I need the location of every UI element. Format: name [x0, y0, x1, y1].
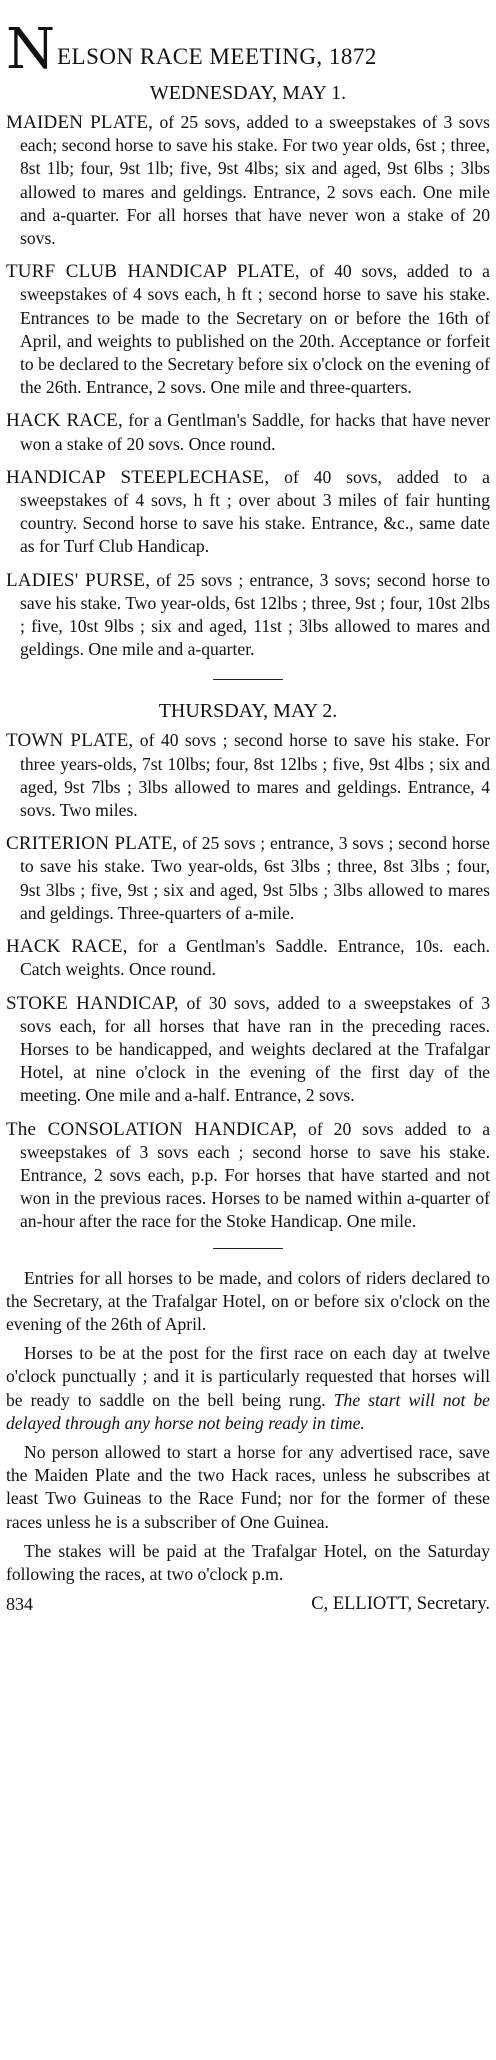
notice-text: No person allowed to start a horse for any advertised race, save the Maiden Plate and the two Hack races, unless he subscribes at least Two Guineas to the Race Fund; nor for the former of these races unless he is a subscriber of One Guinea.: [6, 1441, 490, 1532]
notice-paragraph: [6, 1540, 490, 1586]
notice-italic: The start will not be delayed through any horse not being ready in time.: [6, 1389, 490, 1433]
race-entry: [6, 569, 490, 662]
race-entry: [6, 111, 490, 250]
race-name: HACK RACE,: [6, 936, 128, 958]
race-entry: [6, 260, 490, 399]
divider-rule: [213, 1248, 283, 1249]
race-details: of 40 sovs ; second horse to save his stake. For three years-olds, 7st 10lbs; four, 8st 12lbs ; five, 9st 4lbs ; six and aged, 9st 7lbs ; 3lbs allowed to mares and geldings. Entrance, 4 sovs. Two miles.: [20, 730, 490, 821]
race-details: of 40 sovs, added to a sweepstakes of 4 sovs, h ft ; over about 3 miles of fair hunting country. Second horse to save his stake. Entrance, &c., same date as for Turf Club Handicap.: [20, 466, 490, 557]
race-entry: [6, 832, 490, 925]
race-name: MAIDEN PLATE,: [6, 112, 154, 133]
race-details: of 25 sovs, added to a sweepstakes of 3 sovs each; second horse to save his stake. For two year olds, 6st ; three, 8st 1lb; four, 9st 1lb; five, 9st 4lbs; six and aged, 9st 6lbs ; 3lbs allowed to mares and geldings. Entrance, 2 sovs each. One mile and a-quarter. For all horses that have never won a stake of 20 sovs.: [20, 112, 490, 249]
notice-text: Entries for all horses to be made, and colors of riders declared to the Secretary, at the Trafalgar Hotel, on or before six o'clock on the evening of the 26th of April.: [6, 1267, 490, 1334]
race-details: for a Gentlman's Saddle. Entrance, 10s. each. Catch weights. Once round.: [20, 936, 491, 980]
divider-rule: [213, 679, 283, 680]
race-entry: [6, 409, 490, 455]
notice-paragraph: [6, 1267, 490, 1337]
race-name: CRITERION PLATE,: [6, 833, 178, 855]
day-heading-wednesday: WEDNESDAY, MAY 1.: [149, 82, 347, 104]
footer: [6, 1594, 490, 1615]
secretary-signature: C, ELLIOTT, Secretary.: [311, 1594, 490, 1615]
race-details: of 40 sovs, added to a sweepstakes of 4 sovs each, h ft ; second horse to save his stake. Entrances to be made to the Secretary on or before the 16th of April, and weights to published on the 20th. Acceptance or forfeit to be declared to the Secretary before six o'clock on the evening of the 26th. Entrance, 2 sovs. One mile and three-quarters.: [20, 261, 490, 398]
page-title: [6, 17, 490, 82]
advert-reference-number: 834: [6, 1594, 33, 1615]
race-name: The CONSOLATION HANDICAP,: [6, 1118, 298, 1140]
race-entry: [6, 729, 490, 822]
title-text: ELSON RACE MEETING, 1872: [57, 44, 377, 69]
race-details: of 25 sovs ; entrance, 3 sovs; second horse to save his stake. Two year-olds, 6st 12lbs ; three, 9st ; four, 10st 2lbs ; five, 10st 9lbs ; six and aged, 11st ; 3lbs allowed to mares and geldings. One mile and a-quarter.: [20, 569, 490, 660]
race-details: for a Gentlman's Saddle, for hacks that have never won a stake of 20 sovs. Once round.: [20, 410, 491, 454]
notice-text: Horses to be at the post for the first race on each day at twelve o'clock punctually ; and it is particularly requested that horses will be ready to saddle on the bell being rung.: [6, 1343, 490, 1410]
notice-paragraph: [6, 1342, 490, 1435]
race-details: of 20 sovs added to a sweepstakes of 3 sovs each ; second horse to save his stake. Entrance, 2 sovs each, p.p. For horses that have started and not won in the previous races. Horses to be named within a-quarter of an-hour after the race for the Stoke Handicap. One mile.: [20, 1118, 491, 1232]
race-entry: [6, 992, 490, 1108]
race-entry: [6, 466, 490, 559]
race-name: HACK RACE,: [6, 410, 123, 432]
race-name: LADIES' PURSE,: [6, 569, 151, 591]
title-dropcap: N: [6, 17, 55, 82]
race-name: TOWN PLATE,: [6, 730, 134, 752]
notice-text: The stakes will be paid at the Trafalgar Hotel, on the Saturday following the races, at two o'clock p.m.: [6, 1540, 490, 1584]
race-name: STOKE HANDICAP,: [6, 992, 179, 1014]
day-heading-thursday: THURSDAY, MAY 2.: [158, 700, 338, 723]
race-name: TURF CLUB HANDICAP PLATE,: [6, 261, 300, 283]
race-entry: [6, 935, 490, 981]
race-entry: [6, 1118, 490, 1234]
race-details: of 25 sovs ; entrance, 3 sovs ; second horse to save his stake. Two year-olds, 6st 3lbs ; three, 8st 3lbs ; four, 9st 3lbs ; five, 9st ; six and aged, 9st 5lbs ; 3lbs allowed to mares and geldings. Three-quarters of a-mile.: [20, 833, 490, 923]
race-name: HANDICAP STEEPLECHASE,: [6, 466, 270, 488]
notice-paragraph: [6, 1441, 490, 1534]
race-details: of 30 sovs, added to a sweepstakes of 3 sovs each, for all horses that have ran in the preceding races. Horses to be handicapped, and weights declared at the Trafalgar Hotel, at nine o'clock in the evening of the first day of the meeting. One mile and a-half. Entrance, 2 sovs.: [20, 992, 490, 1106]
